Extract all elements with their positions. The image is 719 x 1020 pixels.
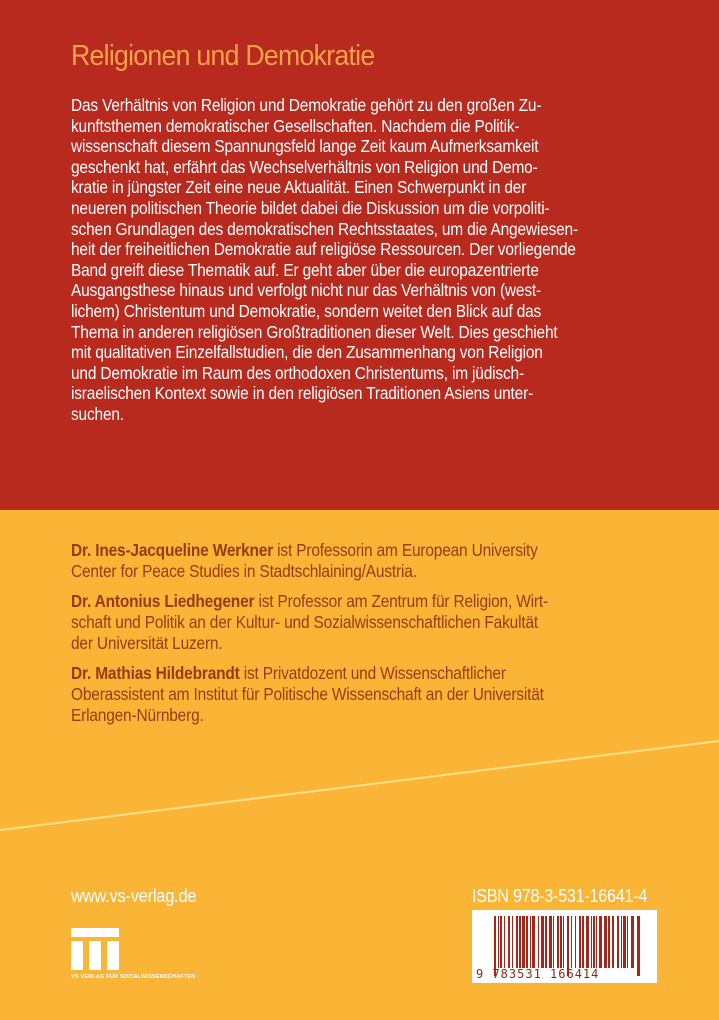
barcode-bar <box>500 916 502 968</box>
blurb-line: und Demokratie im Raum des orthodoxen Christentums, im jüdisch- <box>71 362 524 383</box>
barcode-bar <box>612 916 614 968</box>
barcode-bar <box>498 916 499 968</box>
author-bio <box>71 540 601 582</box>
author-bio-line <box>71 612 548 633</box>
barcode-digits: 9 783531 166414 <box>476 967 600 981</box>
blurb-line: Das Verhältnis von Religion und Demokratie gehört zu den großen Zu- <box>71 95 542 115</box>
blurb-line: kunftsthemen demokratischer Gesellschaften. Nachdem die Politik- <box>71 115 520 136</box>
author-bio-line <box>71 633 548 654</box>
author-bio-text: ist Privatdozent und Wissenschaftlicher <box>239 663 506 683</box>
blurb-line: heit der freiheitlichen Demokratie auf religiöse Ressourcen. Der vorliegende <box>71 239 576 260</box>
blurb-line: Band greift diese Thematik auf. Er geht aber über die europazentrierte <box>71 259 539 280</box>
author-bio-line <box>71 540 548 561</box>
author-bio <box>71 663 601 726</box>
author-name: Dr. Antonius Liedhegener <box>71 591 255 611</box>
blurb-line: mit qualitativen Einzelfallstudien, die den Zusammenhang von Religion <box>71 342 543 363</box>
author-bio-text: Center for Peace Studies in Stadtschlaining/Austria. <box>71 561 417 581</box>
barcode-bar <box>575 916 576 968</box>
barcode-bar <box>532 916 535 968</box>
barcode-bar <box>582 916 584 968</box>
author-bio-text: ist Professor am Zentrum für Religion, Wirt- <box>254 591 548 611</box>
blurb-line: Ausgangsthese hinaus und verfolgt nicht nur das Verhältnis von (west- <box>71 280 541 301</box>
author-bio-text: Oberassistent am Institut für Politische Wissenschaft an der Universität <box>71 684 544 704</box>
barcode-bar <box>549 916 552 968</box>
barcode-bar <box>623 916 626 968</box>
blurb-line: neueren politischen Theorie bildet dabei die Diskussion um die vorpoliti- <box>71 197 550 218</box>
logo-text: VS VERLAG FÜR SOZIALWISSENSCHAFTEN <box>71 974 196 980</box>
barcode-bar <box>541 916 544 968</box>
barcode-bar <box>545 916 547 968</box>
barcode-bar <box>553 916 554 968</box>
barcode-bar <box>596 916 597 968</box>
author-bio-text: ist Professorin am European University <box>273 540 538 560</box>
barcode-bar <box>522 916 525 968</box>
blurb-line: suchen. <box>71 403 124 424</box>
author-bio-text: der Universität Luzern. <box>71 633 223 653</box>
barcode-bar <box>557 916 559 968</box>
author-bio-line <box>71 705 548 726</box>
isbn: ISBN 978-3-531-16641-4 <box>472 886 648 906</box>
blurb-line: kratie in jüngster Zeit eine neue Aktualität. Einen Schwerpunkt in der <box>71 177 527 198</box>
author-bio-line <box>71 591 548 612</box>
barcode-bar <box>591 916 592 968</box>
blurb-line: Thema in anderen religiösen Großtraditionen dieser Welt. Dies geschieht <box>71 321 558 342</box>
barcode-bar <box>519 916 521 968</box>
barcode-bar <box>538 916 539 968</box>
barcode-bar <box>604 916 607 968</box>
barcode-bar <box>631 916 634 968</box>
barcode-bar <box>627 916 628 968</box>
barcode-bar <box>571 916 572 968</box>
barcode-bar <box>579 916 581 968</box>
barcode <box>472 910 657 983</box>
barcode-bar <box>599 916 602 968</box>
blurb-line: israelischen Kontext sowie in den religiösen Traditionen Asiens unter- <box>71 383 534 404</box>
barcode-bar <box>617 916 619 968</box>
barcode-bar <box>593 916 595 968</box>
barcode-bar <box>526 916 528 968</box>
barcode-bar <box>508 916 510 968</box>
author-bio <box>71 591 601 654</box>
blurb-line: wissenschaft diesem Spannungsfeld lange Zeit kaum Aufmerksamkeit <box>71 136 539 157</box>
blurb-line: schen Grundlagen des demokratischen Rechtsstaates, um die Angewiesen- <box>71 218 578 239</box>
author-name: Dr. Mathias Hildebrandt <box>71 663 240 683</box>
barcode-bar <box>512 916 513 968</box>
author-bio-line <box>71 663 548 684</box>
barcode-bar <box>586 916 589 968</box>
publisher-url[interactable]: www.vs-verlag.de <box>71 886 197 906</box>
barcode-bar <box>563 916 564 968</box>
barcode-bar <box>504 916 505 968</box>
blurb-line: geschenkt hat, erfährt das Wechselverhältnis von Religion und Demo- <box>71 156 538 177</box>
barcode-bar <box>637 916 640 976</box>
author-bio-text: schaft und Politik an der Kultur- und Sozialwissenschaftlichen Fakultät <box>71 612 539 632</box>
barcode-bar <box>516 916 518 968</box>
author-bio-line <box>71 684 548 705</box>
author-bios <box>71 540 601 735</box>
book-title: Religionen und Demokratie <box>71 40 375 72</box>
blurb <box>71 95 634 425</box>
barcode-bar <box>560 916 562 968</box>
author-bio-line <box>71 561 548 582</box>
author-bio-text: Erlangen-Nürnberg. <box>71 705 204 725</box>
barcode-bar <box>621 916 622 968</box>
barcode-bar <box>608 916 610 968</box>
author-name: Dr. Ines-Jacqueline Werkner <box>71 540 274 560</box>
blurb-line: lichem) Christentum und Demokratie, sondern weitet den Blick auf das <box>71 300 542 321</box>
barcode-bar <box>530 916 531 968</box>
